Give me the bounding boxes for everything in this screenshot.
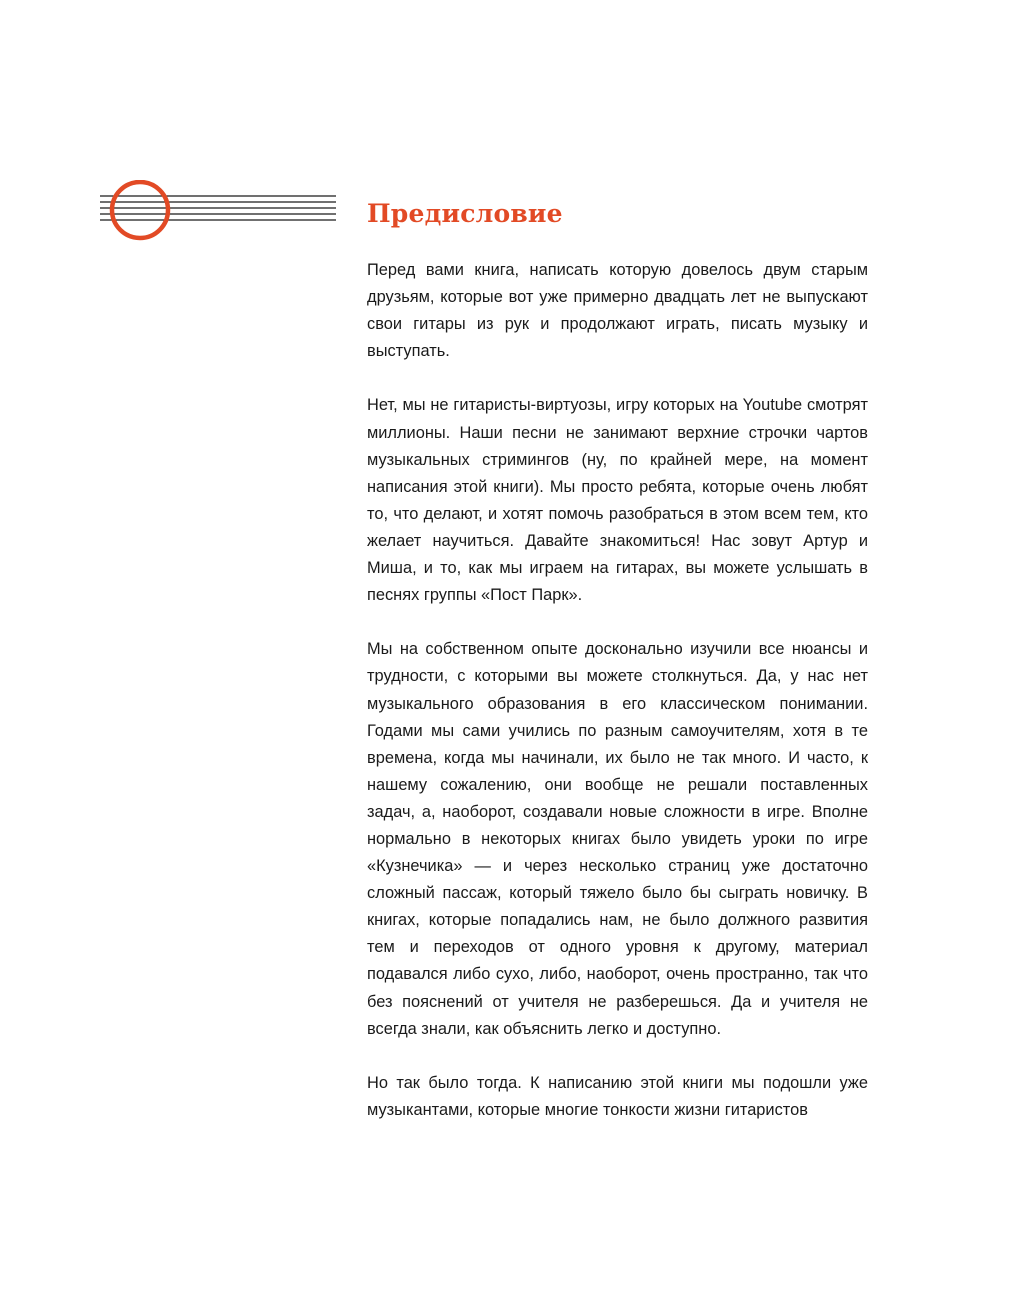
page-title: Предисловие <box>367 199 563 228</box>
paragraph: Но так было тогда. К написанию этой книги мы подошли уже музыкантами, которые многие тонкости жизни гитаристов <box>367 1073 868 1119</box>
paragraph: Мы на собственном опыте досконально изучили все нюансы и трудности, с которыми вы можете столкнуться. Да, у нас нет музыкального образования в его классическом понимании. Годами мы сами учились по разным самоучителям, хотя в те времена, когда мы начинали, их было не так много. И часто, к нашему сожалению, они вообще не решали поставленных задач, а, наоборот, создавали новые сложности в игре. Вполне нормально в некоторых книгах было увидеть уроки по игре «Кузнечика» — и через несколько страниц уже достаточно сложный пассаж, который тяжело было бы сыграть новичку. В книгах, которые попадались нам, не было должного развития тем и переходов от одного уровня к другому, материал подавался либо сухо, либо, наоборот, очень пространно, так что без пояснений от учителя не разберешься. Да и учителя не всегда знали, как объяснить легко и доступно. <box>367 640 868 1038</box>
body-text <box>367 257 868 1124</box>
paragraph: Перед вами книга, написать которую довелось двум старым друзьям, которые вот уже примерно двадцать лет не выпускают свои гитары из рук и продолжают играть, писать музыку и выступать. <box>367 261 868 361</box>
paragraph: Нет, мы не гитаристы-виртуозы, игру которых на Youtube смотрят миллионы. Наши песни не занимают верхние строчки чартов музыкальных стримингов (ну, по крайней мере, на момент написания этой книги). Мы просто ребята, которые очень любят то, что делают, и хотят помочь разобраться в этом всем тем, кто желает научиться. Давайте знакомиться! Нас зовут Артур и Миша, и то, как мы играем на гитарах, вы можете услышать в песнях группы «Пост Парк». <box>367 396 868 605</box>
staff-with-circle-icon <box>98 180 338 244</box>
